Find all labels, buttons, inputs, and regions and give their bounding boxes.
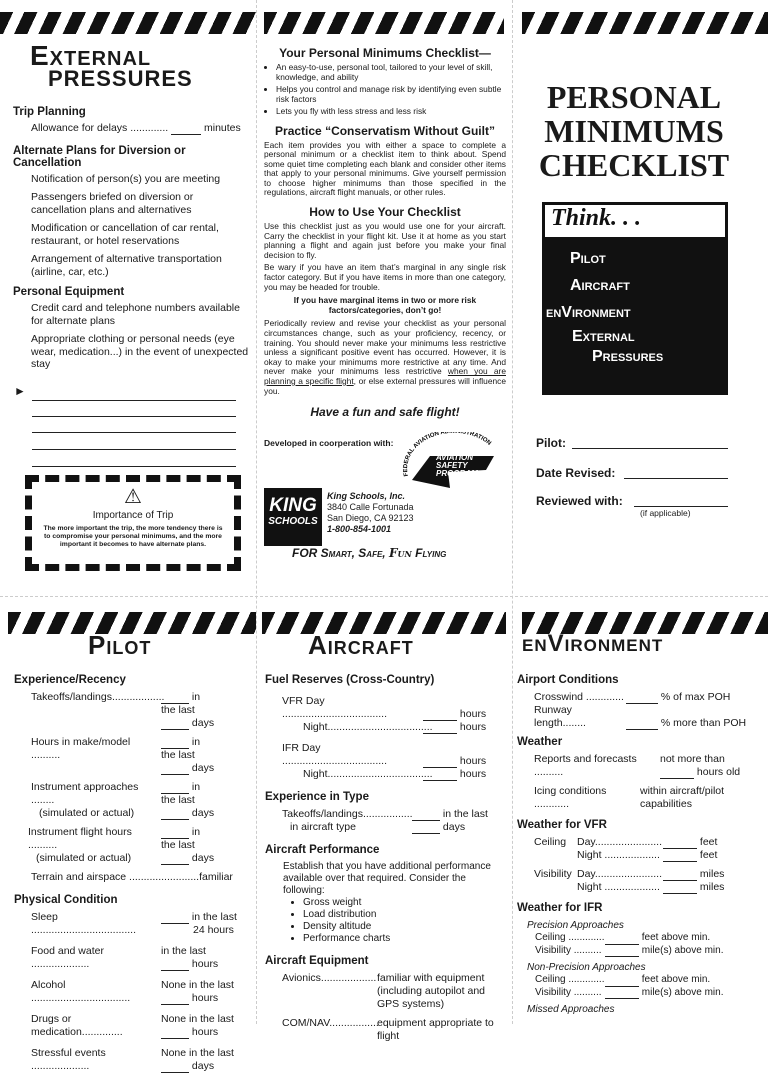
paragraph: If you have marginal items in two or more risk factors/categories, don’t go! <box>293 295 477 315</box>
list-item: Passengers briefed on diversion or cancellation plans and alternatives <box>31 191 194 216</box>
fuel-ifr: IFR Day .................................... hours Night.................................... hours <box>282 742 487 780</box>
checklist-row: Stressful events .................... None in the last days <box>31 1047 234 1072</box>
write-in-line[interactable] <box>32 400 236 401</box>
aircraft-panel <box>256 598 512 1042</box>
paragraph: Establish that you have additional performance available over that required. Consider the following: <box>283 861 491 896</box>
section-heading: Physical Condition <box>14 894 118 906</box>
mnemonic-word: Pressures <box>592 348 664 365</box>
pilot-field[interactable] <box>572 448 728 449</box>
list-item: Appropriate clothing or personal needs (eye wear, medication...) in the event of unexpected stay <box>31 333 249 370</box>
hint-text: (if applicable) <box>640 508 691 518</box>
warning-icon: ⚠ <box>124 486 142 508</box>
input-line[interactable] <box>161 694 189 704</box>
input-line[interactable] <box>161 720 189 730</box>
write-in-line[interactable] <box>32 416 236 417</box>
checklist-row: Runway length........ % more than POH <box>534 704 747 729</box>
panel-subtitle: PRESSURES <box>48 66 193 91</box>
logo-text: AVIATION <box>436 453 474 462</box>
faa-safety-logo <box>390 432 508 490</box>
checklist-row: Ceiling Day....................... feet Night ................... feet <box>534 836 718 861</box>
paragraph: Periodically review and revise your checklist as your personal circumstances change, such as your proficiency, recency, or training. You should never make your minimums less restrictive unless a significant positive event has occurred. However, it is okay to make your minimums more restrictive at any time. And never make your minimums less restrictive when you are planning a specific flight, or else external pressures will influence you. <box>264 318 506 396</box>
section-heading: Practice “Conservatism Without Guilt” <box>275 123 495 138</box>
section-heading: How to Use Your Checklist <box>309 205 461 220</box>
section-heading: Experience/Recency <box>14 674 126 686</box>
list-item: • Load distribution <box>303 909 507 921</box>
list-item: • Gross weight <box>303 897 507 909</box>
think-box <box>542 202 728 395</box>
delay-field[interactable] <box>171 125 201 135</box>
section-heading: Trip Planning <box>13 106 86 118</box>
mnemonic-word: External <box>572 328 635 345</box>
list-item: • Density altitude <box>303 921 507 933</box>
mnemonic-word: Aircraft <box>570 277 630 294</box>
king-schools-logo: KING SCHOOLS <box>264 488 322 546</box>
warning-title: Importance of Trip <box>92 510 174 521</box>
cover-title: PERSONAL MINIMUMS CHECKLIST <box>538 79 730 183</box>
checklist-row: Takeoffs/landings.................. in the last days <box>31 691 215 729</box>
paragraph: Be wary if you have an item that’s marginal in any single risk factor category. But if you have items in more than one category, you may be headed for trouble. <box>264 262 506 292</box>
checklist-row: Sleep .................................... in the last 24 hours <box>31 911 237 936</box>
write-in-line[interactable] <box>32 432 236 433</box>
section-heading: Personal Equipment <box>13 286 125 298</box>
write-in-line[interactable] <box>32 466 236 467</box>
paragraph: Use this checklist just as you would use one for your aircraft. Carry the checklist in your flight kit. Use it at home as you start planning a flight and again just before you make your final decision to fly. <box>264 221 506 260</box>
think-label: Think. . . <box>545 205 725 237</box>
checklist-row: Icing conditions ............ within aircraft/pilot capabilities <box>534 785 725 810</box>
sub-heading: Precision Approaches <box>527 920 624 931</box>
date-field[interactable] <box>624 478 728 479</box>
checklist-row: Alcohol .................................. None in the last hours <box>31 979 234 1004</box>
checklist-row: Drugs or medication.............. None in the last hours <box>31 1013 234 1038</box>
section-heading: Aircraft Equipment <box>265 955 369 967</box>
section-heading: Fuel Reserves (Cross-Country) <box>265 674 435 686</box>
panel-title: Aircraft <box>308 630 414 660</box>
date-label: Date Revised: <box>536 466 616 480</box>
panel-title: enVironment <box>522 630 664 657</box>
panel-title: Pilot <box>88 630 152 660</box>
hazard-stripe <box>512 12 768 34</box>
list-item: • Performance charts <box>303 933 507 945</box>
section-heading: Weather for VFR <box>517 819 607 831</box>
list-item: Notification of person(s) you are meeting <box>31 172 221 185</box>
sub-heading: Non-Precision Approaches <box>527 962 646 973</box>
pilot-panel <box>0 598 256 1072</box>
list-item: Arrangement of alternative transportation (airline, car, etc.) <box>31 253 222 278</box>
logo-text: SAFETY <box>436 461 468 470</box>
checklist-row: Avionics................... familiar with equipment (including autopilot and GPS systems) <box>282 972 485 1010</box>
write-in-line[interactable] <box>32 449 236 450</box>
sub-heading: Missed Approaches <box>527 1004 615 1015</box>
panel-title: External <box>30 40 152 71</box>
list-item: Credit card and telephone numbers available for alternate plans <box>31 302 240 327</box>
section-heading: Weather <box>517 736 563 748</box>
delay-row: Allowance for delays ............. minutes <box>31 122 241 134</box>
reviewed-label: Reviewed with: <box>536 494 623 508</box>
fold-line <box>0 596 768 597</box>
checklist-row: Takeoffs/landings................. in aircraft type in the last days <box>282 808 488 833</box>
reviewed-field[interactable] <box>634 506 728 507</box>
list-item: • Lets you fly with less stress and less risk <box>276 107 506 117</box>
checklist-row: Instrument flight hours .......... (simulated or actual) in the last days <box>28 826 215 864</box>
section-heading: Alternate Plans for Diversion or Cancellation <box>13 144 186 169</box>
paragraph: Each item provides you with either a space to complete a personal minimum or a checklist item to think about. Spend some quiet time completing each blank and consider other items that apply to your personal minimums. Give yourself permission to choose higher minimums than those specified in the regulations, aircraft flight manuals, or other rules. <box>264 139 506 198</box>
credit-text: Developed in coorperation with: <box>264 438 394 448</box>
hazard-stripe <box>256 12 512 34</box>
environment-panel: enVironment Airport Conditions Crosswind ............. % of max POH Runway length........ % more than POH Weather Reports and forecasts .......... not more than hours old Icing conditions ............ within aircraft/pilot capabilities Weather for VFR Ceiling Day....................... feet Night ................... feet Visibility Day....................... miles Night ................... miles Weather for IFR Precision Approaches Ceiling ............. feet above min. Visibility .......... mile(s) above min. Non-Precision Approaches Ceiling ............. feet above min. Visibility .......... mile(s) above min. Missed Approaches <box>512 598 768 1024</box>
checklist-row: Crosswind ............. % of max POH <box>534 691 731 703</box>
bullet-list <box>303 897 507 945</box>
external-pressures-panel <box>0 0 256 596</box>
checklist-row: Instrument approaches ........ (simulated or actual) in the last days <box>31 781 215 819</box>
intro-panel <box>256 0 512 596</box>
section-heading: Airport Conditions <box>517 674 619 686</box>
section-heading: Weather for IFR <box>517 902 603 914</box>
checklist-row: Hours in make/model .......... in the last days <box>31 736 215 774</box>
cover-panel <box>512 0 768 596</box>
warning-box <box>25 475 241 571</box>
logo-text: PROGRAM <box>436 469 478 478</box>
list-item: Modification or cancellation of car rental, restaurant, or hotel reservations <box>31 222 219 247</box>
bullet-list <box>264 63 506 117</box>
section-heading: Your Personal Minimums Checklist— <box>279 46 491 60</box>
checklist-row: Food and water .................... in the last hours <box>31 945 219 970</box>
warning-text: The more important the trip, the more tendency there is to compromise your personal minimums, and the more important it becomes to have alternate plans. <box>43 525 223 549</box>
section-heading: Aircraft Performance <box>265 844 380 856</box>
mnemonic-word: Pilot <box>570 250 606 267</box>
section-heading: Experience in Type <box>265 791 369 803</box>
tagline: Have a fun and safe flight! <box>310 405 460 420</box>
fuel-vfr: VFR Day .................................... hours Night.................................... hours <box>282 695 487 733</box>
checklist-row: Terrain and airspace ........................ familiar <box>31 871 233 883</box>
faa-ring-text: FEDERAL AVIATION AD ISTRATION <box>403 432 492 477</box>
list-item: • Helps you control and manage risk by identifying even subtle risk factors <box>276 85 506 104</box>
hazard-stripe <box>0 12 256 34</box>
pilot-label: Pilot: <box>536 436 566 450</box>
mnemonic-word: enVironment <box>546 304 631 321</box>
slogan: FOR Smart, Safe, Fun Flying <box>292 546 447 560</box>
checklist-row: Reports and forecasts .......... not more than hours old <box>534 753 741 778</box>
checklist-row: COM/NAV................. equipment appropriate to flight <box>282 1017 494 1042</box>
address-block: King Schools, Inc. 3840 Calle Fortunada San Diego, CA 92123 1-800-854-1001 <box>327 491 414 534</box>
list-item: • An easy-to-use, personal tool, tailored to your level of skill, knowledge, and ability <box>276 63 506 82</box>
arrow-icon: ► <box>14 384 26 398</box>
checklist-row: Visibility Day....................... miles Night ................... miles <box>534 868 725 893</box>
